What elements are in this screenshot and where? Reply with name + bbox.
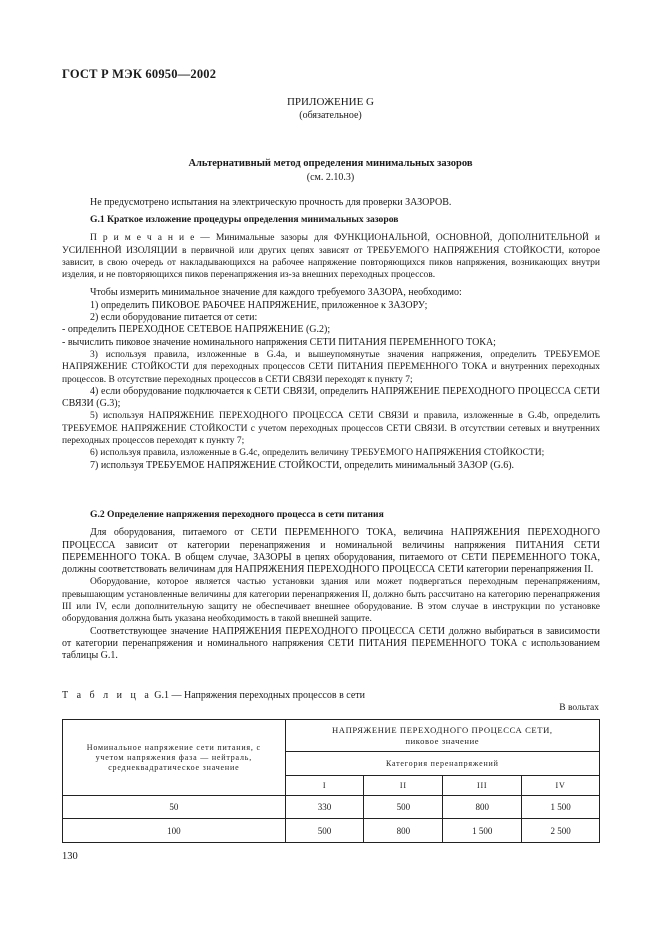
table-header-row [63,720,600,752]
step-4: 4) если оборудование подключается к СЕТИ СВЯЗИ, определить НАПРЯЖЕНИЕ ПЕРЕХОДНОГО ПРОЦЕССА СЕТИ СВЯЗИ (G.3); [62,385,600,410]
g2-paragraph-2: Оборудование, которое является частью установки здания или может подвергаться переходным перенапряжениям, превышающим установленные величины для категории перенапряжения II, должно быть рассчитано на категорию перенапряжения III или IV, если дополнительную защиту не обеспечивает внешнее оборудование. В этом случае в инструкции по установке оборудования должна быть указана необходимость в такой внешней защите. [62,577,600,625]
step-7: 7) используя ТРЕБУЕМОЕ НАПРЯЖЕНИЕ СТОЙКОСТИ, определить минимальный ЗАЗОР (G.6). [90,459,515,471]
category-cell: I [285,776,364,796]
table-caption-label: Т а б л и ц а [62,690,152,701]
g1-heading: G.1 Краткое изложение процедуры определения минимальных зазоров [90,214,399,225]
table-caption-text: G.1 — Напряжения переходных процессов в сети [151,690,366,701]
value-cell: 500 [364,796,443,819]
intro-text: Не предусмотрено испытания на электрическую прочность для проверки ЗАЗОРОВ. [90,197,452,208]
header-nominal-voltage: Номинальное напряжение сети питания, с учетом напряжения фаза — нейтраль, среднеквадратическое значение [63,720,286,796]
g1-block [62,214,600,472]
step-5: 5) используя НАПРЯЖЕНИЕ ПЕРЕХОДНОГО ПРОЦЕССА СЕТИ СВЯЗИ и правила, изложенные в G.4b, определить ТРЕБУЕМОЕ НАПРЯЖЕНИЕ СТОЙКОСТИ с учетом переходных процессов СЕТИ СВЯЗИ. В отсутствии сетевых и внутренних переходных процессов переходят к пункту 7; [62,411,600,447]
nominal-voltage-cell: 100 [63,819,286,843]
value-cell: 800 [364,819,443,843]
value-cell: 1 500 [443,819,522,843]
step-6: 6) используя правила, изложенные в G.4c, определить величину ТРЕБУЕМОГО НАПРЯЖЕНИЯ СТОЙКОСТИ; [90,448,545,459]
appendix-status: (обязательное) [299,110,362,121]
section-title: Альтернативный метод определения минимальных зазоров [188,158,473,169]
value-cell: 500 [285,819,364,843]
value-cell: 330 [285,796,364,819]
note-text: Минимальные зазоры для ФУНКЦИОНАЛЬНОЙ, ОСНОВНОЙ, ДОПОЛНИТЕЛЬНОЙ и УСИЛЕННОЙ ИЗОЛЯЦИИ в первичной или других цепях зависят от ТРЕБУЕМОГО НАПРЯЖЕНИЯ СТОЙКОСТИ, которое зависит, в свою очередь от накладывающихся на рабочее напряжение повторяющихся пиков напряжения, возникающих внутри изделия, и не повторяющихся пиков перенапряжения из-за внешних переходных процессов. [62,233,600,281]
value-cell: 2 500 [522,819,600,843]
table-units: В вольтах [559,703,599,713]
appendix-title: ПРИЛОЖЕНИЕ G [286,96,374,108]
note-label: П р и м е ч а н и е — [90,233,210,244]
header-category: Категория перенапряжений [285,752,599,776]
voltage-table [62,719,600,843]
table-row [63,819,600,843]
g2-paragraph-3: Соответствующее значение НАПРЯЖЕНИЯ ПЕРЕХОДНОГО ПРОЦЕССА СЕТИ должно выбираться в зависимости от категории перенапряжения и номинального напряжения СЕТИ ПИТАНИЯ ПЕРЕМЕННОГО ТОКА с использованием таблицы G.1. [62,625,600,662]
intro-paragraph [62,197,600,209]
g2-paragraph-1: Для оборудования, питаемого от СЕТИ ПЕРЕМЕННОГО ТОКА, величина НАПРЯЖЕНИЯ ПЕРЕХОДНОГО ПРОЦЕССА зависит от категории перенапряжения и номинальной величины напряжения ПИТАНИЯ СЕТИ ПЕРЕМЕННОГО ТОКА. В общем случае, ЗАЗОРЫ в цепях оборудования, питаемого от СЕТИ ПЕРЕМЕННОГО ТОКА, должны соответствовать величинам для НАПРЯЖЕНИЯ ПЕРЕХОДНОГО ПРОЦЕССА СЕТИ категории перенапряжения II. [62,527,600,576]
g1-lead: Чтобы измерить минимальное значение для каждого требуемого ЗАЗОРА, необходимо: [90,287,462,299]
category-cell: III [443,776,522,796]
step-2: 2) если оборудование питается от сети: [90,312,258,324]
value-cell: 800 [443,796,522,819]
page-number: 130 [62,851,78,862]
category-cell: IV [522,776,600,796]
step-2b: - вычислить пиковое значение номинального напряжения СЕТИ ПИТАНИЯ ПЕРЕМЕННОГО ТОКА; [62,336,496,348]
header-transient-voltage: НАПРЯЖЕНИЕ ПЕРЕХОДНОГО ПРОЦЕССА СЕТИ, пиковое значение [285,720,599,752]
table-caption [62,690,365,701]
g2-block [62,509,600,663]
category-cell: II [364,776,443,796]
step-1: 1) определить ПИКОВОЕ РАБОЧЕЕ НАПРЯЖЕНИЕ, приложенное к ЗАЗОРУ; [90,299,428,311]
g2-heading: G.2 Определение напряжения переходного процесса в сети питания [90,509,384,520]
section-reference: (см. 2.10.3) [306,172,355,183]
nominal-voltage-cell: 50 [63,796,286,819]
step-2a: - определить ПЕРЕХОДНОЕ СЕТЕВОЕ НАПРЯЖЕНИЕ (G.2); [62,324,331,336]
g1-note [62,232,600,281]
step-3: 3) используя правила, изложенные в G.4a, и вышеупомянутые значения напряжения, определить ТРЕБУЕМОЕ НАПРЯЖЕНИЕ СТОЙКОСТИ для переходных процессов СЕТИ ПИТАНИЯ ПЕРЕМЕННОГО ТОКА и внутренних переходных процессов. В отсутствие переходных процессов в СЕТИ СВЯЗИ переходят к пункту 7; [62,349,600,385]
standard-code: ГОСТ Р МЭК 60950—2002 [62,67,217,81]
table-row [63,796,600,819]
value-cell: 1 500 [522,796,600,819]
